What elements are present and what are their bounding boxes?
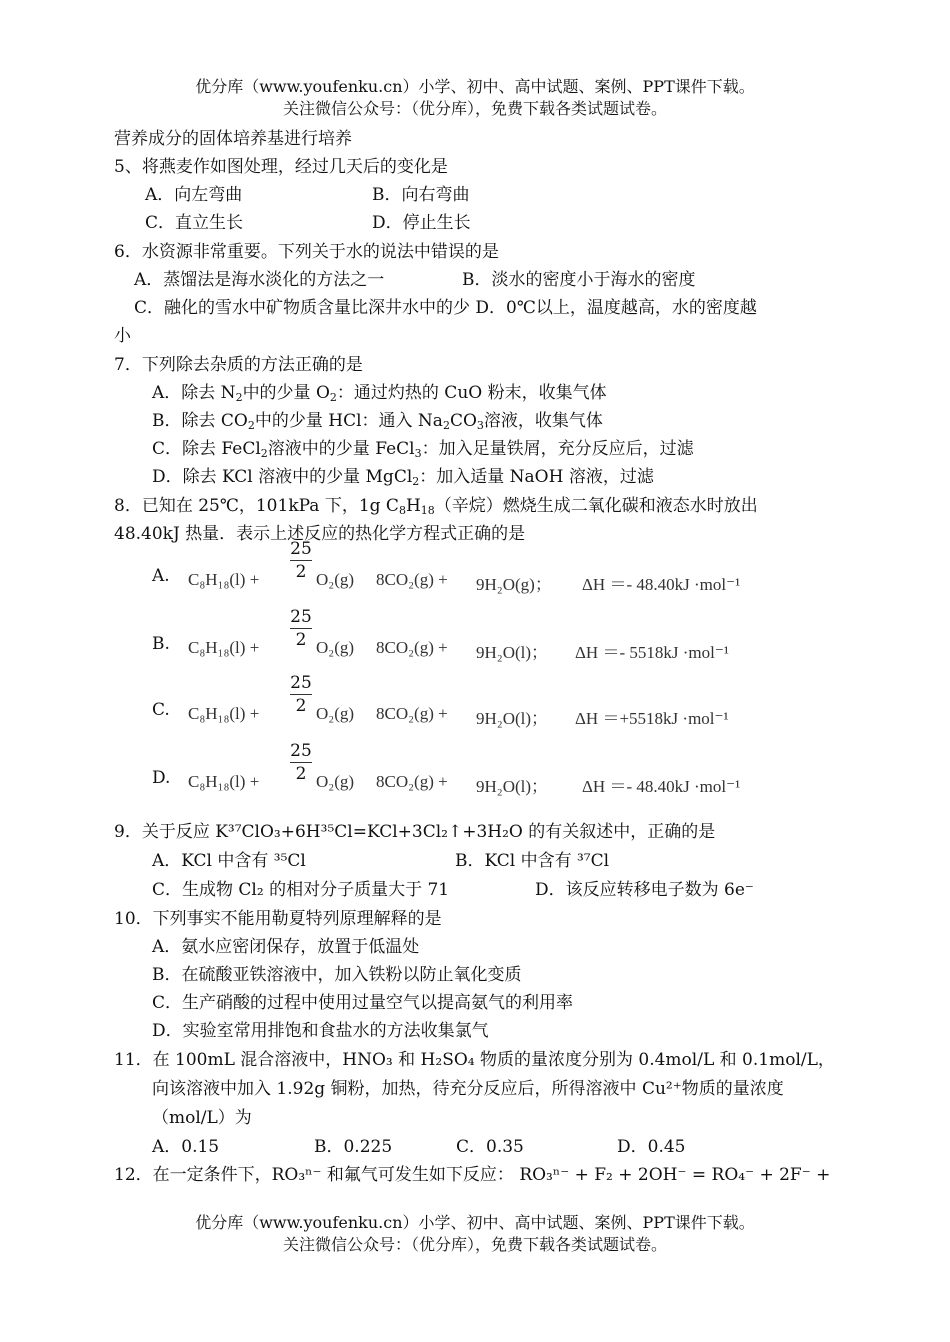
- q6-option-c-d: C．融化的雪水中矿物质含量比深井水中的少 D．0℃以上，温度越高，水的密度越: [134, 298, 757, 318]
- q8-equation-co2: 8CO₂(g) +: [376, 570, 448, 589]
- q5-option-a: A．向左弯曲: [145, 185, 243, 205]
- q7-stem: 7．下列除去杂质的方法正确的是: [114, 355, 363, 375]
- footer-line-1: 优分库（www.youfenku.cn）小学、初中、高中试题、案例、PPT课件下载。: [195, 1213, 755, 1232]
- q11-option-b: B．0.225: [314, 1137, 393, 1157]
- q5-option-c: C．直立生长: [145, 213, 244, 233]
- q7-a-mid: 中的少量 O: [242, 383, 330, 403]
- q8-fraction: $\frac{25}{2}$: [290, 741, 312, 784]
- q8-equation-lhs: C₈H₁₈(l) +: [188, 638, 260, 657]
- q11-line-3: （mol/L）为: [152, 1108, 252, 1128]
- q8-equation-water: 9H₂O(l)；: [476, 777, 549, 796]
- header-line-2: 关注微信公众号：（优分库），免费下载各类试题试卷。: [282, 99, 667, 118]
- q7-c-post: ：加入足量铁屑，充分反应后，过滤: [421, 439, 694, 459]
- q10-option-a: A．氨水应密闭保存，放置于低温处: [152, 937, 420, 957]
- q8-stem-post: （辛烷）燃烧生成二氧化碳和液态水时放出: [434, 496, 758, 516]
- q9-option-d: D．该反应转移电子数为 6e⁻: [535, 880, 754, 900]
- q6-option-b: B．淡水的密度小于海水的密度: [462, 270, 696, 290]
- q8-equation-o2: O₂(g): [316, 772, 355, 791]
- q7-a-pre: A．除去 N: [152, 383, 236, 403]
- q9-option-c: C．生成物 Cl₂ 的相对分子质量大于 71: [152, 880, 450, 900]
- q9-option-a: A．KCl 中含有 ³⁵Cl: [152, 851, 306, 871]
- q8-option-label: D.: [152, 768, 171, 788]
- q8-option-label: C.: [152, 700, 170, 720]
- q7-b-mid: 中的少量 HCl：通入 Na: [254, 411, 443, 431]
- q8-equation-water: 9H₂O(g)；: [476, 575, 552, 594]
- q8-equation-co2: 8CO₂(g) +: [376, 704, 448, 723]
- q8-equation-o2: O₂(g): [316, 638, 355, 657]
- q8-stem-mid: H: [405, 496, 421, 516]
- q8-enthalpy: ΔH ＝+5518kJ ·mol⁻¹: [575, 709, 729, 728]
- q5-option-b: B．向右弯曲: [372, 185, 470, 205]
- q8-stem-2: 48.40kJ 热量．表示上述反应的热化学方程式正确的是: [114, 524, 526, 544]
- q10-option-c: C．生产硝酸的过程中使用过量空气以提高氨气的利用率: [152, 993, 574, 1013]
- q10-option-d: D．实验室常用排饱和食盐水的方法收集氯气: [152, 1021, 489, 1041]
- q8-equation-water: 9H₂O(l)；: [476, 643, 549, 662]
- q8-option-label: A.: [152, 566, 170, 586]
- q8-stem: 8．已知在 25℃，101kPa 下，1g $C_8H_{18}$（辛烷）燃烧生成二氧化碳和液态水时放出: [114, 496, 758, 517]
- q7-b-pre: B．除去 CO: [152, 411, 248, 431]
- q8-fraction: $\frac{25}{2}$: [290, 673, 312, 716]
- q6-option-a: A．蒸馏法是海水淡化的方法之一: [134, 270, 385, 290]
- q8-stem-pre: 8．已知在 25℃，101kPa 下，1g C: [114, 496, 399, 516]
- q8-equation-lhs: C₈H₁₈(l) +: [188, 772, 260, 791]
- q7-option-c: C．除去 FeCl$_2$溶液中的少量 FeCl$_3$：加入足量铁屑，充分反应后，过滤: [152, 439, 694, 460]
- q11-option-d: D．0.45: [617, 1137, 686, 1157]
- q8-fraction: $\frac{25}{2}$: [290, 539, 312, 582]
- q4-tail: 营养成分的固体培养基进行培养: [114, 129, 352, 149]
- q10-stem: 10．下列事实不能用勒夏特列原理解释的是: [114, 909, 442, 929]
- q11-line-2: 向该溶液中加入 1.92g 铜粉，加热，待充分反应后，所得溶液中 Cu²⁺物质的量浓度: [152, 1079, 784, 1099]
- q10-option-b: B．在硫酸亚铁溶液中，加入铁粉以防止氧化变质: [152, 965, 522, 985]
- q11-option-a: A．0.15: [152, 1137, 220, 1157]
- q11-line-1: 11．在 100mL 混合溶液中，HNO₃ 和 H₂SO₄ 物质的量浓度分别为 0.4mol/L 和 0.1mol/L，: [114, 1050, 835, 1070]
- q6-wrap: 小: [114, 326, 131, 346]
- q12-line-1: 12．在一定条件下，RO₃ⁿ⁻ 和氟气可发生如下反应： RO₃ⁿ⁻ + F₂ + 2OH⁻ = RO₄⁻ + 2F⁻ +: [114, 1165, 831, 1185]
- q8-equation-o2: O₂(g): [316, 570, 355, 589]
- header-line-1: 优分库（www.youfenku.cn）小学、初中、高中试题、案例、PPT课件下载。: [195, 77, 755, 96]
- q6-stem: 6．水资源非常重要。下列关于水的说法中错误的是: [114, 242, 499, 262]
- q8-equation-lhs: C₈H₁₈(l) +: [188, 704, 260, 723]
- q8-enthalpy: ΔH ＝- 48.40kJ ·mol⁻¹: [582, 777, 741, 796]
- q7-a-post: ：通过灼热的 CuO 粉末，收集气体: [336, 383, 607, 403]
- q7-b-mid2: CO: [449, 411, 477, 431]
- footer-line-2: 关注微信公众号：（优分库），免费下载各类试题试卷。: [282, 1235, 667, 1254]
- q8-equation-co2: 8CO₂(g) +: [376, 772, 448, 791]
- q8-equation-co2: 8CO₂(g) +: [376, 638, 448, 657]
- q7-option-b: B．除去 $CO_2$中的少量 HCl：通入 $Na_2CO_3$溶液，收集气体: [152, 411, 603, 432]
- q7-d-pre: D．除去 KCl 溶液中的少量 MgCl: [152, 467, 413, 487]
- q7-b-post: 溶液，收集气体: [483, 411, 603, 431]
- q7-c-mid: 溶液中的少量 FeCl: [267, 439, 415, 459]
- q7-option-d: D．除去 KCl 溶液中的少量 MgCl$_2$：加入适量 NaOH 溶液，过滤: [152, 467, 654, 488]
- q8-option-label: B.: [152, 634, 170, 654]
- q9-option-b: B．KCl 中含有 ³⁷Cl: [455, 851, 610, 871]
- q7-d-post: ：加入适量 NaOH 溶液，过滤: [419, 467, 654, 487]
- q8-enthalpy: ΔH ＝- 48.40kJ ·mol⁻¹: [582, 575, 741, 594]
- q8-fraction: $\frac{25}{2}$: [290, 607, 312, 650]
- q5-option-d: D．停止生长: [372, 213, 471, 233]
- q9-stem: 9．关于反应 K³⁷ClO₃+6H³⁵Cl=KCl+3Cl₂↑+3H₂O 的有关叙述中，正确的是: [114, 822, 716, 842]
- q8-enthalpy: ΔH ＝- 5518kJ ·mol⁻¹: [575, 643, 729, 662]
- q8-equation-lhs: C₈H₁₈(l) +: [188, 570, 260, 589]
- q5-stem: 5、将燕麦作如图处理，经过几天后的变化是: [114, 157, 448, 177]
- q11-option-c: C．0.35: [456, 1137, 524, 1157]
- q8-equation-o2: O₂(g): [316, 704, 355, 723]
- q8-equation-water: 9H₂O(l)；: [476, 709, 549, 728]
- q7-c-pre: C．除去 FeCl: [152, 439, 261, 459]
- q7-option-a: A．除去 $N_2$中的少量 $O_2$：通过灼热的 CuO 粉末，收集气体: [152, 383, 607, 404]
